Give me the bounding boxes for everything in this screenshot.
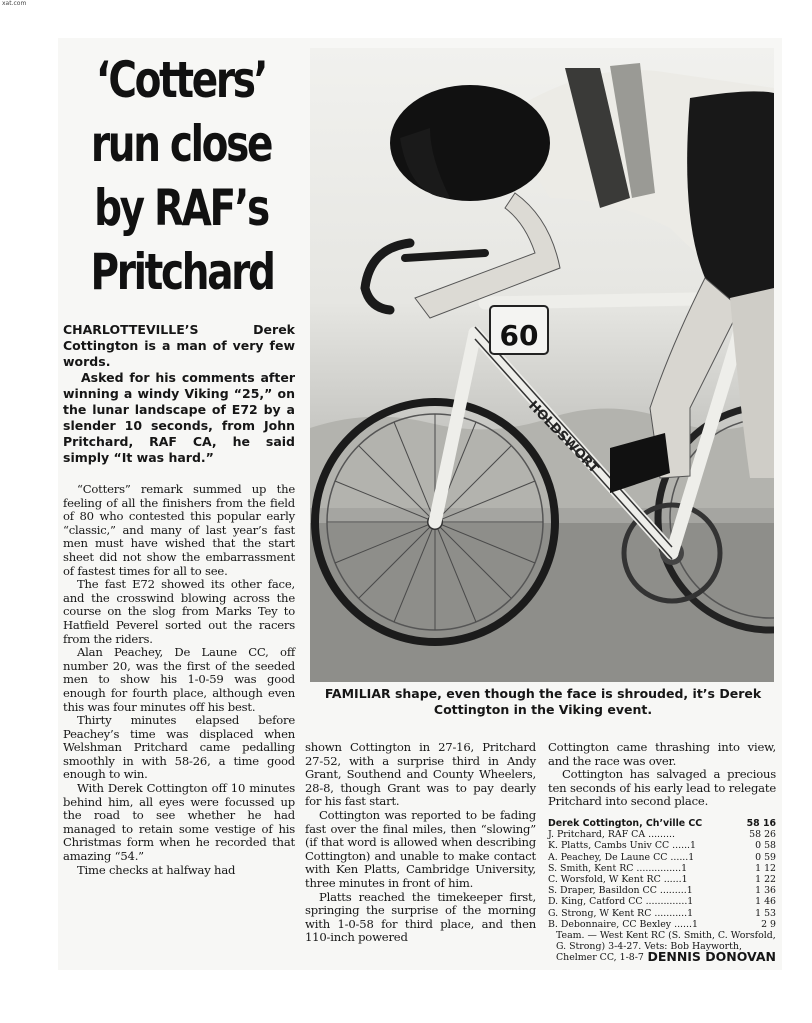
results-row: [548, 885, 776, 896]
paragraph: “Cotters” remark summed up the feeling of all the finishers from the field of 80 who contested this popular early “classic,” and many of last year’s fast men must have wished that the start sheet did not show the embarrassment of fastest times for all to see.: [63, 482, 295, 578]
cyclist-photo: [310, 48, 774, 682]
headline-line: by RAF’s: [94, 179, 268, 237]
headline-line: Pritchard: [90, 243, 274, 301]
results-team: Team. — West Kent RC (S. Smith, C. Worsfold, G. Strong) 3-4-27. Vets: Bob Hayworth, Chelmer CC, 1-8-7: [556, 930, 776, 964]
lead-paragraph: Asked for his comments after winning a windy Viking “25,” on the lunar landscape of E72 by a slender 10 seconds, from John Pritchard, RAF CA, he said simply “It was hard.”: [63, 370, 295, 465]
results-row: [548, 919, 776, 930]
photo-caption: FAMILIAR shape, even though the face is shrouded, it’s Derek Cottington in the Viking event.: [324, 686, 762, 717]
results-row: [548, 852, 776, 863]
headline-line: run close: [90, 115, 272, 173]
article-column-1: [63, 483, 295, 877]
byline: DENNIS DONOVAN: [647, 949, 776, 964]
results-row: [548, 908, 776, 919]
result-name: K. Platts, Cambs Univ CC ......1: [548, 840, 696, 852]
frame-brand: HOLDSWORT: [525, 398, 602, 477]
result-name: B. Debonnaire, CC Bexley ......1: [548, 918, 698, 930]
result-time: 0 59: [755, 851, 776, 863]
results-row: [548, 896, 776, 907]
paragraph: Cottington came thrashing into view, and the race was over.: [548, 740, 776, 768]
lead-text: [63, 322, 295, 466]
result-time: 1 46: [755, 896, 776, 908]
article-column-3: [548, 741, 776, 809]
result-name: S. Draper, Basildon CC .........1: [548, 885, 693, 897]
result-name: C. Worsfold, W Kent RC ......1: [548, 874, 688, 886]
result-name: D. King, Catford CC ..............1: [548, 896, 694, 908]
headline-line: ‘Cotters’: [95, 51, 267, 109]
results-row: [548, 840, 776, 851]
paragraph: Cottington was reported to be fading fast over the final miles, then “slowing” (if that word is allowed when describing Cottington) and unable to make contact with Ken Platts, Cambridge University, three minutes in front of him.: [305, 807, 536, 890]
results-row: [548, 829, 776, 840]
headline: [91, 48, 272, 304]
result-name: J. Pritchard, RAF CA .........: [548, 829, 675, 841]
results-row: [548, 874, 776, 885]
watermark: xat.com: [2, 0, 27, 7]
result-name: G. Strong, W Kent RC ...........1: [548, 907, 694, 919]
lead-paragraph: CHARLOTTEVILLE’S Derek Cottington is a man of very few words.: [63, 322, 295, 369]
paragraph: Thirty minutes elapsed before Peachey’s time was displaced when Welshman Pritchard came pedalling smoothly in with 58-26, a time good enough to win.: [63, 713, 295, 782]
paragraph: Alan Peachey, De Laune CC, off number 20, was the first of the seeded men to show his 1-0-59 was good enough for fourth place, although even this was four minutes off his best.: [63, 645, 295, 714]
paragraph: Time checks at halfway had: [77, 862, 236, 877]
results-table: [548, 818, 776, 964]
cyclist-illustration: [310, 48, 774, 682]
result-time: 58 16: [746, 818, 776, 829]
result-time: 2 9: [761, 918, 776, 930]
results-row: [548, 863, 776, 874]
paragraph: Platts reached the timekeeper first, springing the surprise of the morning with 1-0-58 for third place, and then 110-inch powered: [305, 889, 536, 945]
results-winner: [548, 818, 776, 829]
article-column-2: [305, 741, 536, 945]
result-name: S. Smith, Kent RC ...............1: [548, 862, 688, 874]
paragraph: With Derek Cottington off 10 minutes behind him, all eyes were focussed up the road to see whether he had managed to retain some vestige of his Christmas form when he recorded that amazing “54.”: [63, 781, 295, 864]
result-name: Derek Cottington, Ch’ville CC: [548, 818, 703, 829]
paragraph: The fast E72 showed its other face, and the crosswind blowing across the course on the slog from Marks Tey to Hatfield Peverel sorted out the racers from the riders.: [63, 577, 295, 646]
result-time: 0 58: [755, 840, 776, 852]
result-name: A. Peachey, De Laune CC ......1: [548, 851, 695, 863]
result-time: 1 12: [755, 862, 776, 874]
result-time: 1 22: [755, 874, 776, 886]
paragraph: Cottington has salvaged a precious ten seconds of his early lead to relegate Pritchard into second place.: [548, 767, 776, 809]
paragraph: shown Cottington in 27-16, Pritchard 27-52, with a surprise third in Andy Grant, Southend and County Wheelers, 28-8, though Grant was to pay dearly for his fast start.: [305, 740, 536, 809]
result-time: 1 36: [755, 885, 776, 897]
result-time: 1 53: [755, 907, 776, 919]
rider-number: 60: [499, 319, 539, 352]
result-time: 58 26: [749, 829, 776, 841]
